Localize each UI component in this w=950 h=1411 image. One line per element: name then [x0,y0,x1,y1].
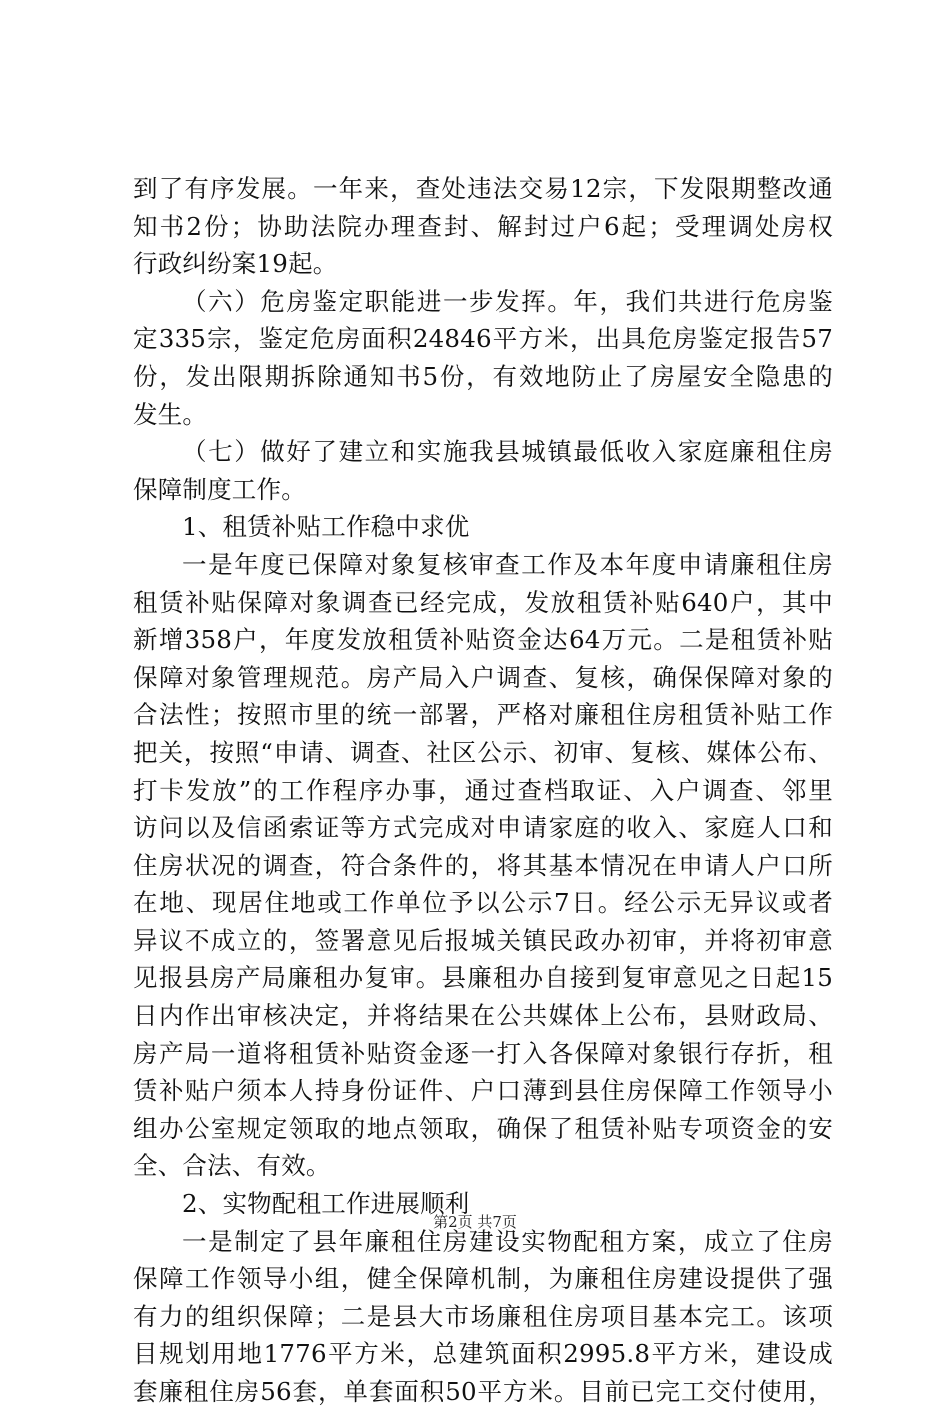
text-line: 保障制度工作。 [133,474,306,504]
text-line: 到了有序发展。一年来，查处违法交易12宗，下发限期整改通 [133,174,833,203]
text-line: 租赁补贴保障对象调查已经完成，发放租赁补贴640户，其中 [133,587,833,617]
text-line: 在地、现居住地或工作单位予以公示7日。经公示无异议或者 [133,888,833,918]
text-line: 访问以及信函索证等方式完成对申请家庭的收入、家庭人口和 [133,813,833,843]
text-line: 知书2份；协助法院办理查封、解封过户6起；受理调处房权 [133,211,833,241]
text-line: 房产局一道将租赁补贴资金逐一打入各保障对象银行存折，租 [133,1038,833,1068]
text-line: 2、实物配租工作进展顺利 [182,1189,470,1219]
text-line: 赁补贴户须本人持身份证件、户口薄到县住房保障工作领导小 [133,1076,833,1106]
text-line: 新增358户，年度发放租赁补贴资金达64万元。二是租赁补贴 [133,625,833,655]
text-line: 组办公室规定领取的地点领取，确保了租赁补贴专项资金的安 [133,1113,833,1143]
text-line: 定335宗，鉴定危房面积24846平方米，出具危房鉴定报告57 [133,324,833,354]
text-line: 保障对象管理规范。房产局入户调查、复核，确保保障对象的 [133,662,833,692]
text-line: 有力的组织保障；二是县大市场廉租住房项目基本完工。该项 [133,1301,833,1331]
text-line: 保障工作领导小组，健全保障机制，为廉租住房建设提供了强 [133,1264,833,1294]
text-line: （七）做好了建立和实施我县城镇最低收入家庭廉租住房 [182,437,833,467]
text-line: 打卡发放”的工作程序办事，通过查档取证、入户调查、邻里 [133,775,833,805]
text-line: 住房状况的调查，符合条件的，将其基本情况在申请人户口所 [133,850,833,880]
text-line: 一是制定了县年廉租住房建设实物配租方案，成立了住房 [182,1226,833,1256]
text-line: 1、租赁补贴工作稳中求优 [182,512,470,542]
text-line: 全、合法、有效。 [133,1151,331,1181]
text-line: 一是年度已保障对象复核审查工作及本年度申请廉租住房 [182,549,833,579]
text-line: 目规划用地1776平方米，总建筑面积2995.8平方米，建设成 [133,1339,833,1369]
text-line: 把关，按照“申请、调查、社区公示、初审、复核、媒体公布、 [133,737,833,767]
text-line: 行政纠纷案19起。 [133,249,338,279]
text-line: 异议不成立的，签署意见后报城关镇民政办初审，并将初审意 [133,925,833,955]
text-line: 份，发出限期拆除通知书5份，有效地防止了房屋安全隐患的 [133,361,833,391]
text-line: 日内作出审核决定，并将结果在公共媒体上公布，县财政局、 [133,1001,833,1031]
page-footer: 第2页 共7页 [433,1213,517,1231]
text-line: 见报县房产局廉租办复审。县廉租办自接到复审意见之日起15 [133,963,833,993]
text-line: 发生。 [133,399,208,429]
text-line: 套廉租住房56套，单套面积50平方米。目前已完工交付使用， [133,1377,833,1406]
text-line: 合法性；按照市里的统一部署，严格对廉租住房租赁补贴工作 [133,700,833,730]
text-line: （六）危房鉴定职能进一步发挥。年，我们共进行危房鉴 [182,286,833,316]
